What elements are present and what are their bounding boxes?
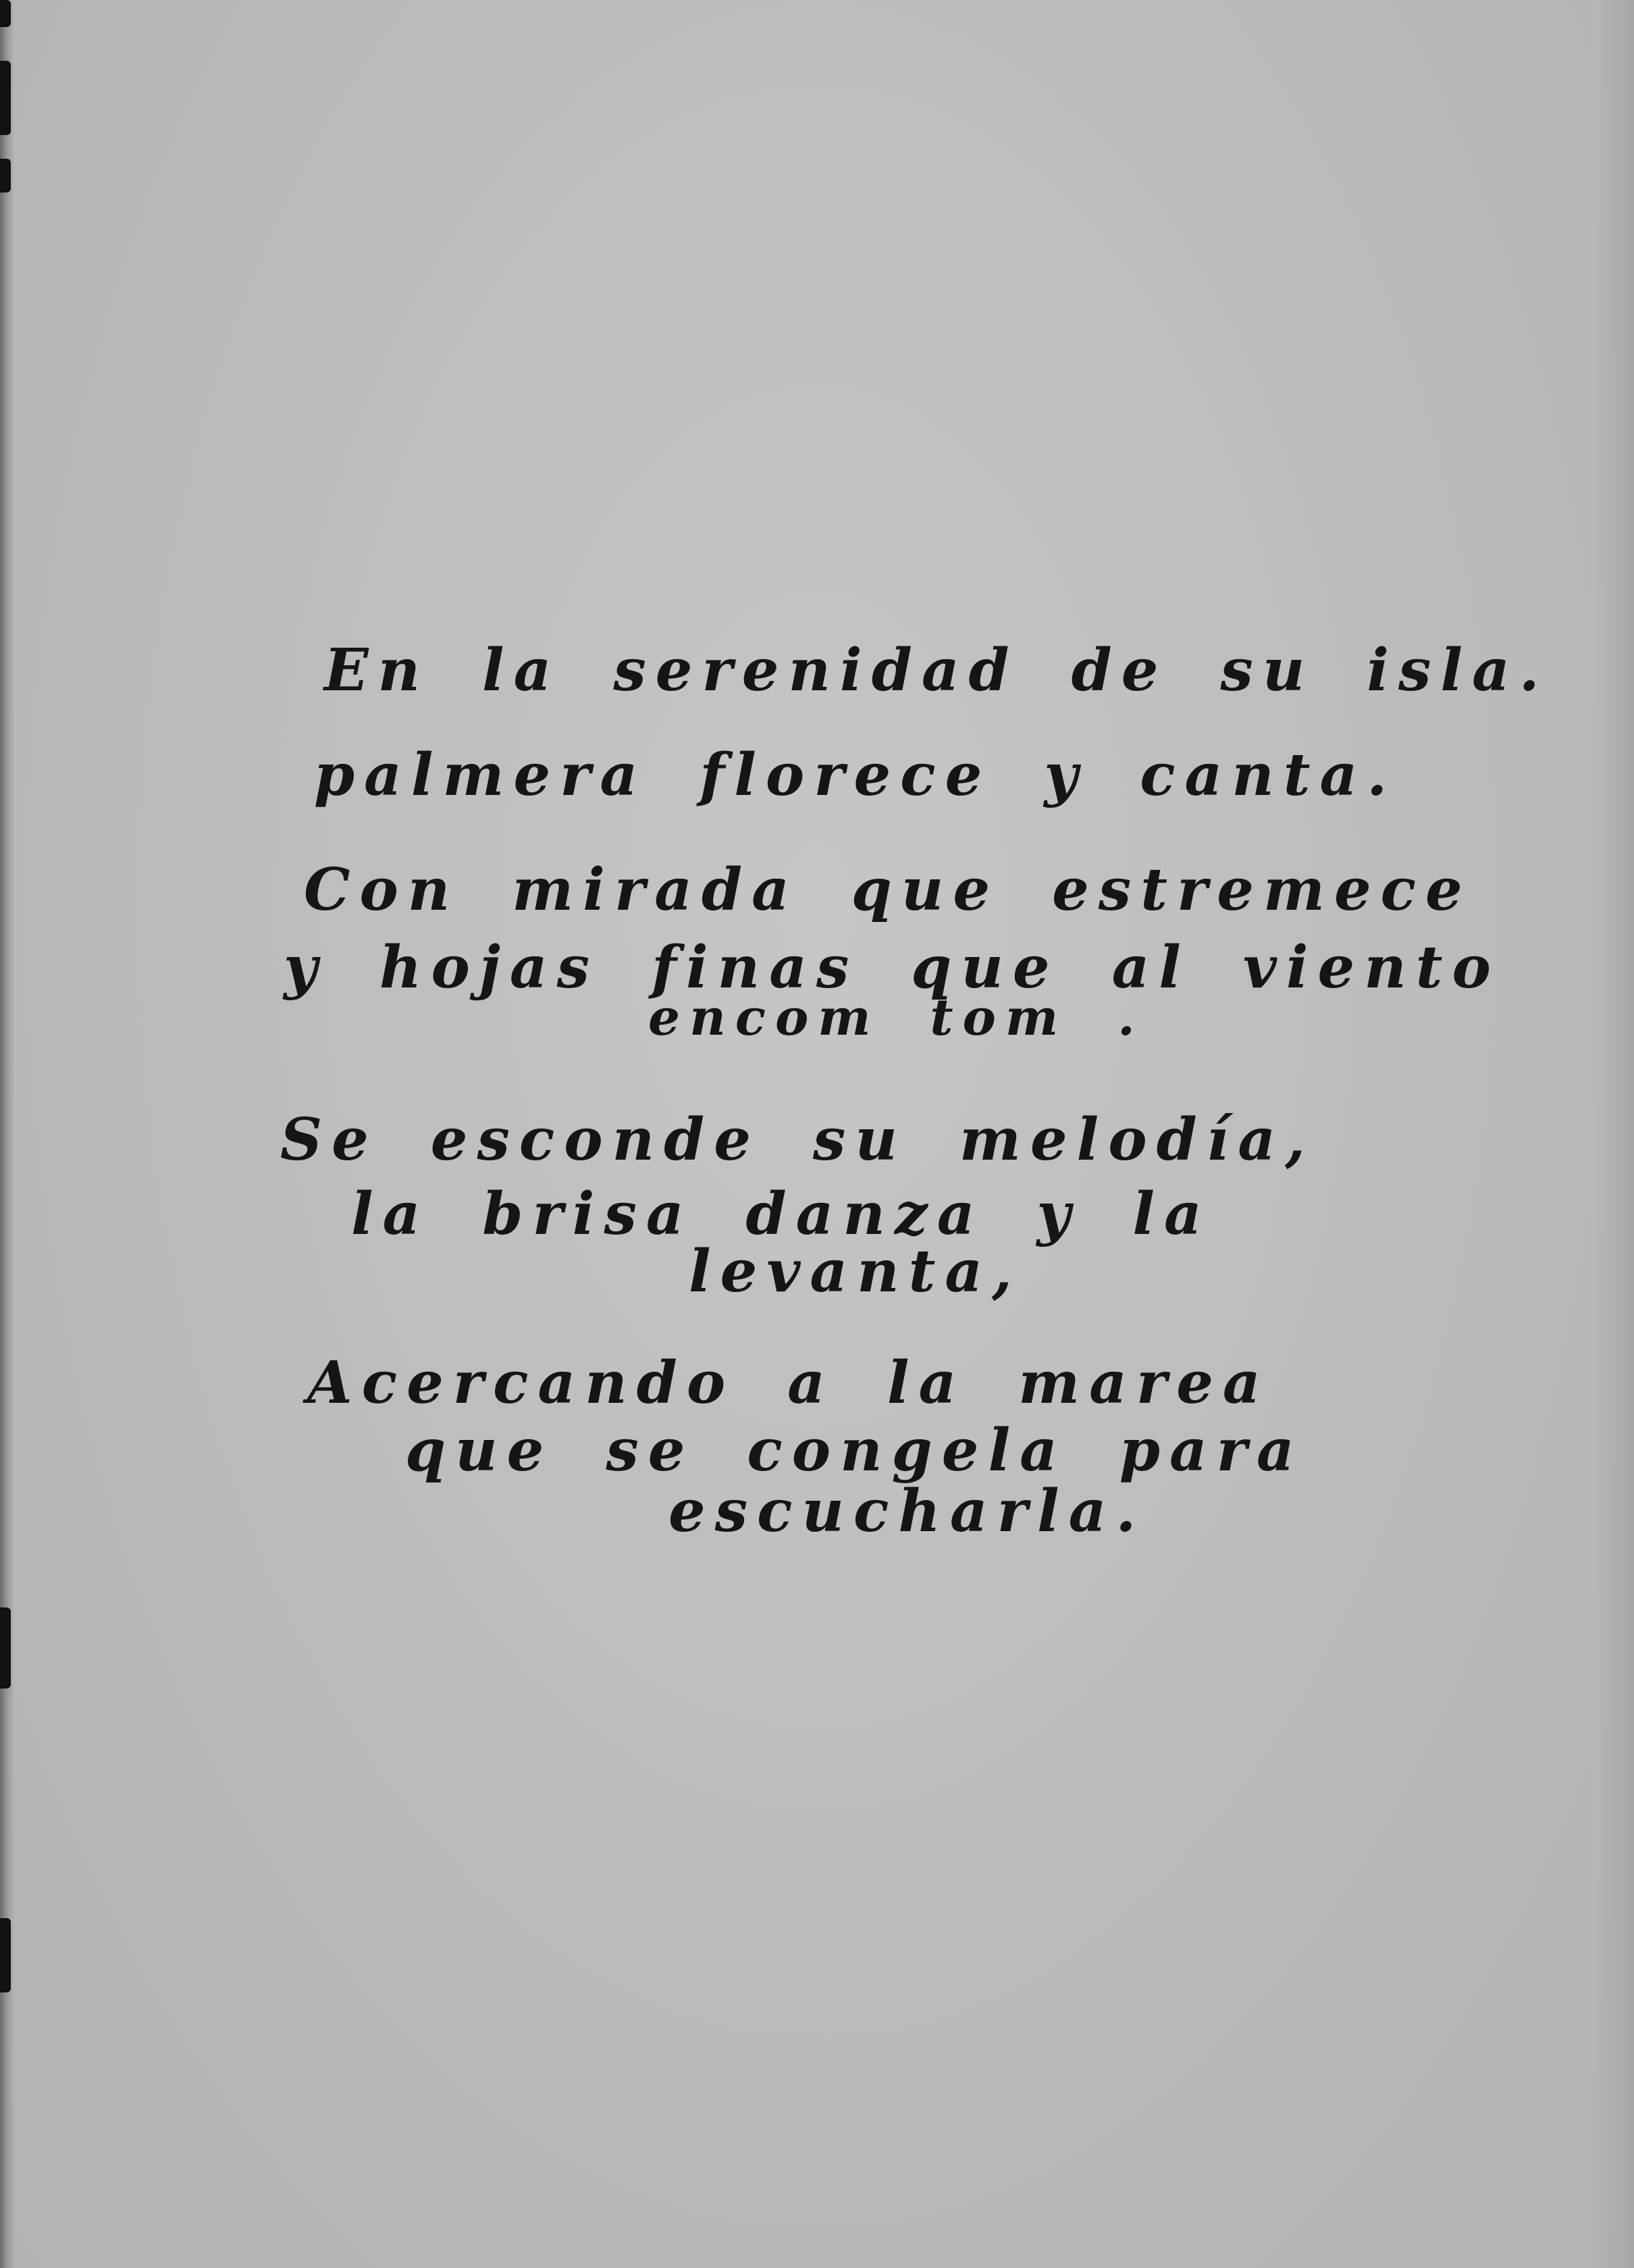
poem-line: levanta,: [689, 1237, 1022, 1306]
poem-line: la brisa danza y la: [351, 1180, 1211, 1248]
poem-line: palmera florece y canta.: [314, 741, 1397, 809]
poem-line: que se congela para: [405, 1416, 1304, 1485]
poem-line: escucharla.: [668, 1477, 1146, 1545]
poem-line: En la serenidad de su isla.: [324, 636, 1549, 704]
poem-line: Con mirada que estremece: [304, 856, 1472, 924]
poem-line: y hojas finas que al viento: [284, 933, 1500, 1002]
poem-line: Se esconde su melodía,: [280, 1106, 1315, 1174]
poem-line: encom tom .: [648, 989, 1144, 1047]
poem-line: Acercando a la marea: [307, 1349, 1270, 1417]
